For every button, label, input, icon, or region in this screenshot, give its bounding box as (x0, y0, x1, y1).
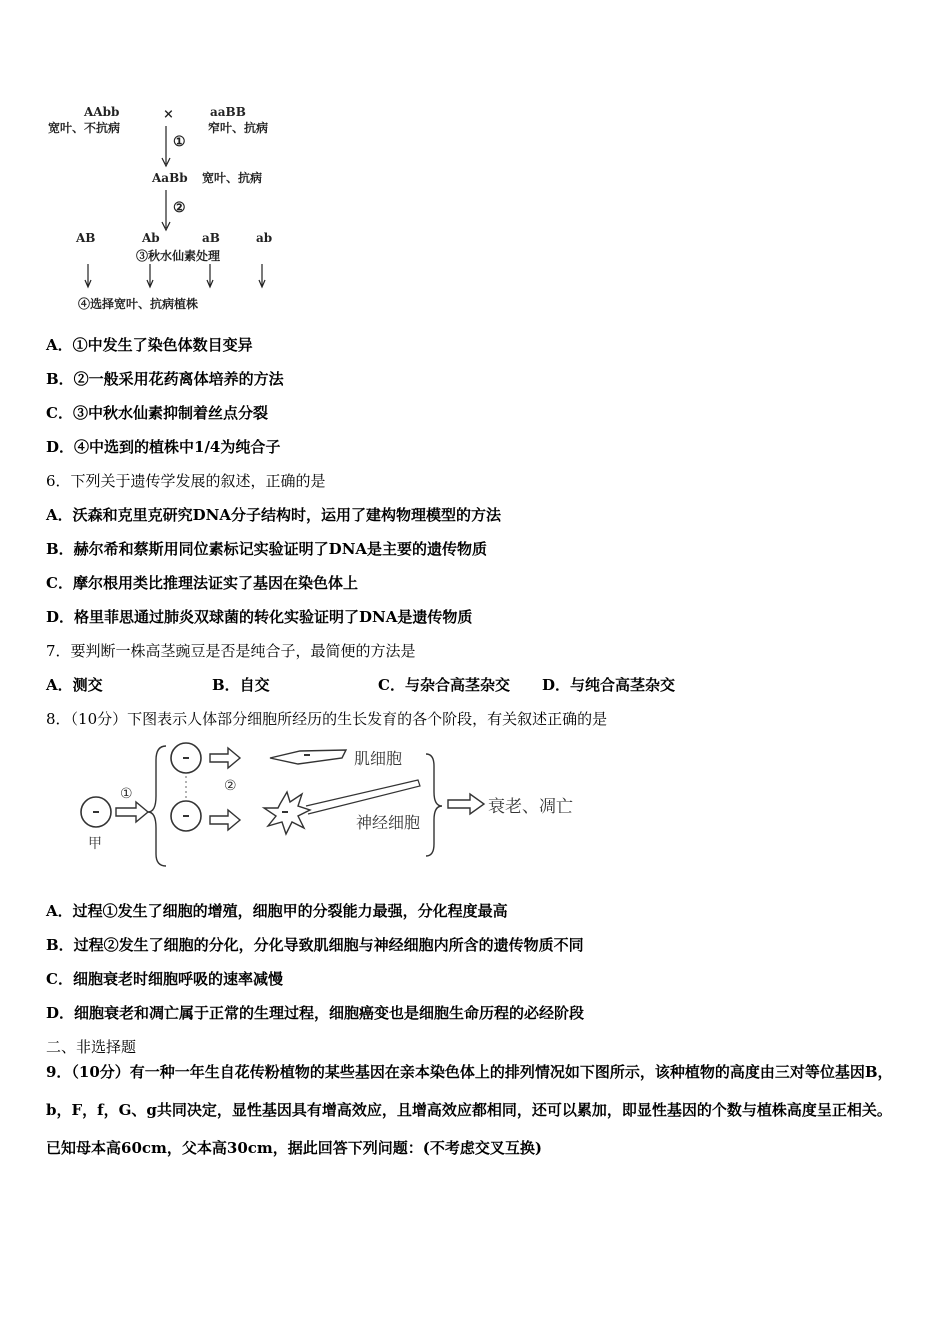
section2-title: 二、非选择题 (46, 1038, 137, 1056)
q8-option-b: B．过程②发生了细胞的分化，分化导致肌细胞与神经细胞内所含的遗传物质不同 (46, 936, 584, 954)
cross-symbol: × (163, 107, 174, 122)
parent1-phenotype: 宽叶、不抗病 (48, 121, 121, 135)
q5-option-b: B．②一般采用花药离体培养的方法 (46, 370, 284, 388)
q8-option-a: A．过程①发生了细胞的增殖，细胞甲的分裂能力最强，分化程度最高 (46, 902, 508, 920)
hollow-arrow-icon (210, 748, 240, 768)
end-label: 衰老、凋亡 (488, 797, 573, 817)
q5-option-a: A．①中发生了染色体数目变异 (46, 336, 253, 354)
hollow-arrow-icon (210, 810, 240, 830)
muscle-cell-icon (270, 750, 346, 764)
cell-development-diagram (74, 736, 594, 872)
daughter-cell-top-icon (171, 743, 201, 773)
q6-option-a: A．沃森和克里克研究DNA分子结构时，运用了建构物理模型的方法 (46, 506, 501, 524)
right-brace-icon (426, 754, 442, 856)
q8-stem: 8．（10分）下图表示人体部分细胞所经历的生长发育的各个阶段，有关叙述正确的是 (46, 710, 608, 728)
q7-option-c: C．与杂合高茎杂交 (378, 676, 510, 694)
q7-option-b: B．自交 (212, 676, 270, 694)
arrow-down-icon (162, 126, 170, 166)
arrow-down-icon (162, 190, 170, 230)
gamete-ab-upper: AB (76, 231, 96, 245)
daughter-cell-bottom-icon (171, 801, 201, 831)
gamete-ab-lower: ab (256, 231, 273, 245)
step1-label: ① (120, 786, 133, 802)
breeding-diagram (40, 98, 300, 318)
step3-label: ③秋水仙素处理 (136, 249, 221, 263)
q5-option-c: C．③中秋水仙素抑制着丝点分裂 (46, 404, 268, 422)
step4-label: ④选择宽叶、抗病植株 (78, 297, 199, 311)
cell-jia-icon (81, 797, 111, 827)
muscle-cell-label: 肌细胞 (354, 749, 403, 768)
step1-label: ① (173, 134, 186, 150)
q6-option-d: D．格里菲思通过肺炎双球菌的转化实验证明了DNA是遗传物质 (46, 608, 473, 626)
nerve-cell-label: 神经细胞 (356, 813, 421, 832)
arrow-down-icon (85, 264, 91, 287)
q8-option-d: D．细胞衰老和凋亡属于正常的生理过程，细胞癌变也是细胞生命历程的必经阶段 (46, 1004, 585, 1022)
gamete-ab-mixed: Ab (142, 231, 160, 245)
parent2-phenotype: 窄叶、抗病 (208, 121, 269, 135)
parent2-genotype: aaBB (210, 105, 246, 119)
gamete-ab-lower-upper: aB (202, 231, 220, 245)
f1-phenotype: 宽叶、抗病 (202, 171, 263, 185)
q5-option-d: D．④中选到的植株中1/4为纯合子 (46, 438, 281, 456)
q9-text: 9．（10分）有一种一年生自花传粉植物的某些基因在亲本染色体上的排列情况如下图所示，该种植物的高度由三对等位基因B，b，F，f，G、g共同决定，显性基因具有增高效应，且增高效应都相同，还可以累加，即显性基因的个数与植株高度呈正相关。已知母本高60cm，父本高30cm，据此回答下列问题：(不考虑交叉互换) (46, 1063, 893, 1157)
hollow-arrow-icon (116, 802, 148, 822)
cell-jia-label: 甲 (88, 836, 102, 852)
f1-genotype: AaBb (152, 171, 188, 185)
step2-label: ② (224, 778, 237, 794)
arrow-down-icon (207, 264, 213, 287)
q6-option-c: C．摩尔根用类比推理法证实了基因在染色体上 (46, 574, 358, 592)
arrow-down-icon (259, 264, 265, 287)
q6-option-b: B．赫尔希和蔡斯用同位素标记实验证明了DNA是主要的遗传物质 (46, 540, 488, 558)
parent1-genotype: AAbb (84, 105, 120, 119)
q7-option-a: A．测交 (46, 676, 103, 694)
arrow-down-icon (147, 264, 153, 287)
q8-option-c: C．细胞衰老时细胞呼吸的速率减慢 (46, 970, 283, 988)
q7-stem: 7．要判断一株高茎豌豆是否是纯合子，最简便的方法是 (46, 642, 416, 660)
q6-stem: 6．下列关于遗传学发展的叙述，正确的是 (46, 472, 326, 490)
step2-label: ② (173, 200, 186, 216)
q7-option-d: D．与纯合高茎杂交 (542, 676, 676, 694)
hollow-arrow-icon (448, 794, 484, 814)
left-brace-icon (148, 746, 166, 866)
